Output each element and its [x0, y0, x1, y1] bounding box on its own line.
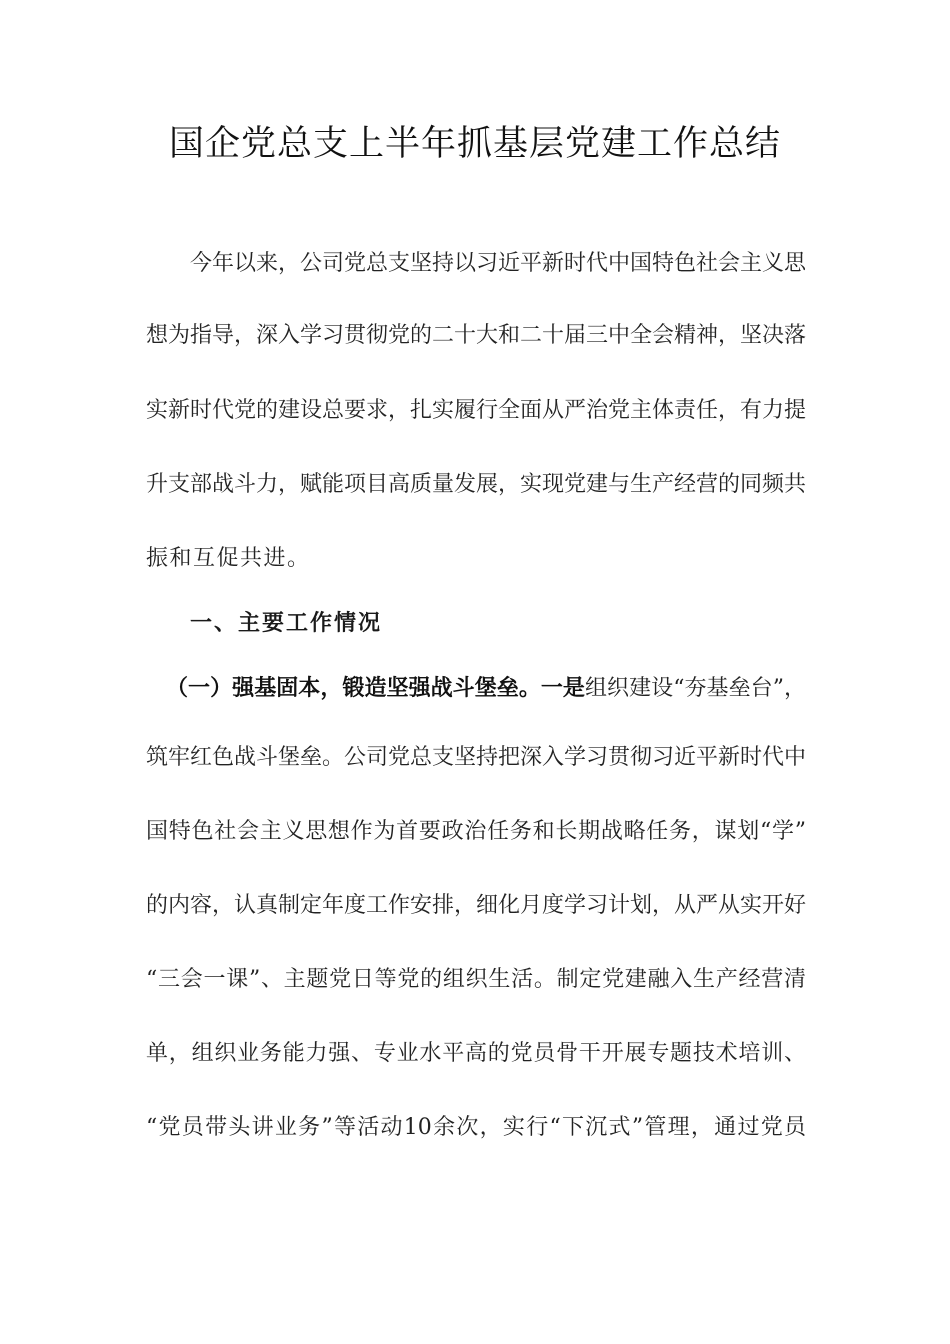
body-line: 单，组织业务能力强、专业水平高的党员骨干开展专题技术培训、	[146, 1041, 806, 1066]
body-line: 的内容，认真制定年度工作安排，细化月度学习计划，从严从实开好	[146, 893, 807, 918]
subsection-bold-lead: （一）强基固本，锻造坚强战斗堡垒。一是	[166, 675, 585, 701]
body-line: 国特色社会主义思想作为首要政治任务和长期战略任务，谋划“学”	[146, 819, 806, 844]
intro-line: 想为指导，深入学习贯彻党的二十大和二十届三中全会精神，坚决落	[146, 323, 807, 348]
intro-line: 今年以来，公司党总支坚持以习近平新时代中国特色社会主义思	[190, 251, 807, 276]
body-line: 筑牢红色战斗堡垒。公司党总支坚持把深入学习贯彻习近平新时代中	[146, 745, 807, 770]
subsection-first-line-rest: 组织建设“夯基垒台”，	[584, 676, 806, 701]
body-line: “三会一课”、主题党日等党的组织生活。制定党建融入生产经营清	[146, 967, 806, 992]
intro-line: 振和互促共进。	[146, 546, 311, 571]
document-title: 国企党总支上半年抓基层党建工作总结	[168, 124, 781, 164]
section-heading: 一、主要工作情况	[190, 610, 383, 636]
body-line: “党员带头讲业务”等活动10余次，实行“下沉式”管理，通过党员	[146, 1115, 806, 1140]
intro-line: 升支部战斗力，赋能项目高质量发展，实现党建与生产经营的同频共	[146, 472, 807, 497]
intro-line: 实新时代党的建设总要求，扎实履行全面从严治党主体责任，有力提	[146, 398, 807, 423]
subsection-first-line	[166, 668, 806, 709]
